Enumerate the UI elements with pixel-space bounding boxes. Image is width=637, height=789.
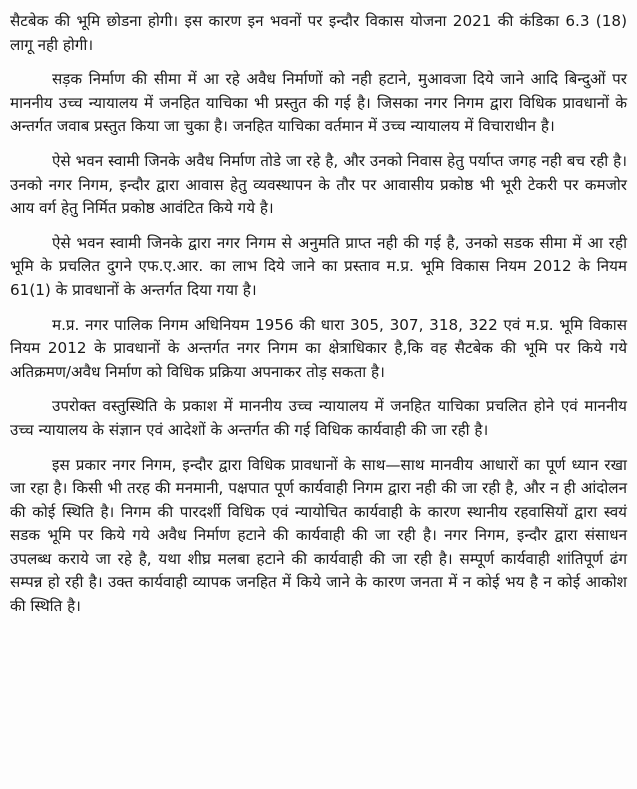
paragraph-municipal-jurisdiction: म.प्र. नगर पालिक निगम अधिनियम 1956 की धारा 305, 307, 318, 322 एवं म.प्र. भूमि विकास नियम 2012 के प्रावधानों के अन्तर्गत नगर निगम का क्षेत्राधिकार है,कि वह सैटबेक की भूमि पर किये गये अतिक्रमण/अवैध निर्माण को विधिक प्रक्रिया अपनाकर तोड़ सकता है।	[10, 315, 627, 381]
paragraph-public-interest-petition: सड़क निर्माण की सीमा में आ रहे अवैध निर्माणों को नही हटाने, मुआवजा दिये जाने आदि बिन्दुओं पर माननीय उच्च न्यायालय में जनहित याचिका भी प्रस्तुत की गई है। जिसका नगर निगम द्वारा विधिक प्रावधानों के अन्तर्गत जवाब प्रस्तुत किया जा चुका है। जनहित याचिका वर्तमान में उच्च न्यायालय में विचाराधीन है।	[10, 70, 627, 136]
paragraph-court-directions: उपरोक्त वस्तुस्थिति के प्रकाश में माननीय उच्च न्यायालय में जनहित याचिका प्रचलित होने एवं माननीय उच्च न्यायालय के संज्ञान एवं आदेशों के अन्तर्गत की गई विधिक कार्यवाही की जा रही है।	[10, 397, 627, 439]
paragraph-conclusion: इस प्रकार नगर निगम, इन्दौर द्वारा विधिक प्रावधानों के साथ—साथ मानवीय आधारों का पूर्ण ध्यान रखा जा रहा है। किसी भी तरह की मनमानी, पक्षपात पूर्ण कार्यवाही निगम द्वारा नही की जा रही है, और न ही आंदोलन की कोई स्थिति है। निगम की पारदर्शी विधिक एवं न्यायोचित कार्यवाही के कारण स्थानीय रहवासियों द्वारा स्वयं सडक भूमि पर किये गये अवैध निर्माण हटाने की कार्यवाही की जा रही है। नगर निगम, इन्दौर द्वारा संसाधन उपलब्ध कराये जा रहे है, यथा शीघ्र मलबा हटाने की कार्यवाही की जा रही है। सम्पूर्ण कार्यवाही शांतिपूर्ण ढंग सम्पन्न हो रही है। उक्त कार्यवाही व्यापक जनहित में किये जाने के कारण जनता में न कोई भय है न कोई आकोश की स्थिति है।	[10, 455, 627, 616]
paragraph-housing-allotment: ऐसे भवन स्वामी जिनके अवैध निर्माण तोडे जा रहे है, और उनको निवास हेतु पर्याप्त जगह नही बच रही है। उनको नगर निगम, इन्दौर द्वारा आवास हेतु व्यवस्थापन के तौर पर आवासीय प्रकोष्ठ भी भूरी टेकरी पर कमजोर आय वर्ग हेतु निर्मित प्रकोष्ठ आवंटित किये गये है।	[10, 151, 627, 218]
paragraph-far-benefit: ऐसे भवन स्वामी जिनके द्वारा नगर निगम से अनुमति प्राप्त नही की गई है, उनको सडक सीमा में आ रही भूमि के प्रचलित दुगने एफ.ए.आर. का लाभ दिये जाने का प्रस्ताव म.प्र. भूमि विकास नियम 2012 के नियम 61(1) के प्रावधानों के अन्तर्गत दिया गया है।	[10, 233, 627, 299]
paragraph-setback-clause: सैटबेक की भूमि छोडना होगी। इस कारण इन भवनों पर इन्दौर विकास योजना 2021 की कंडिका 6.3 (18) लागू नही होगी।	[10, 12, 627, 54]
